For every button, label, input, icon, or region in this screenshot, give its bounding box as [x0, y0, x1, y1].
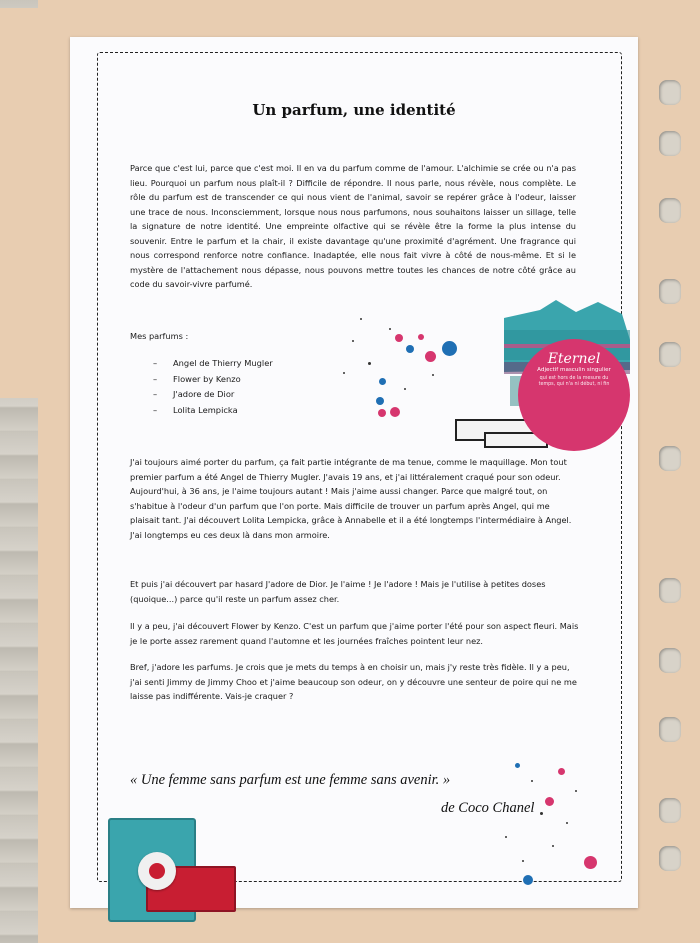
- enamel-dot: [425, 351, 436, 362]
- enamel-dot: [390, 407, 400, 417]
- perfume-name: Angel de Thierry Mugler: [173, 358, 273, 368]
- binder-hole: [659, 131, 681, 156]
- ink-splatter: [368, 362, 371, 365]
- list-item: [153, 403, 273, 419]
- binder-hole: [659, 798, 681, 823]
- list-dash: –: [153, 373, 158, 384]
- enamel-dot: [406, 345, 414, 353]
- ink-splatter: [575, 790, 577, 792]
- perfumes-label: Mes parfums :: [130, 331, 189, 341]
- ink-splatter: [531, 780, 533, 782]
- enamel-dot: [376, 397, 384, 405]
- binder-hole: [659, 198, 681, 223]
- enamel-dot: [442, 341, 457, 356]
- paragraph-first-perfume: J'ai toujours aimé porter du parfum, ça fait partie intégrante de ma tenue, comme le maquillage. Mon tout premier parfum a été Angel de Thierry Mugler. J'avais 19 ans, et j'ai littéralement craqué pour son odeur. Aujourd'hui, à 36 ans, je l'aime toujours autant ! Mais j'aime aussi changer. Parce que malgré tout, on s'habitue à l'odeur d'un parfum que l'on porte. Mais difficile de trouver un parfum après Angel, qui me plaisait tant. J'ai découvert Lolita Lempicka, grâce à Annabelle et il a été longtemps l'intermédiaire à Angel. J'ai longtemps eu ces deux là dans mon armoire.: [130, 457, 572, 540]
- list-item: [153, 372, 273, 388]
- enamel-dot: [418, 334, 424, 340]
- ink-splatter: [352, 340, 354, 342]
- list-item: [153, 387, 273, 403]
- ink-splatter: [343, 372, 345, 374]
- binder-hole: [659, 717, 681, 742]
- list-item: [153, 356, 273, 372]
- paragraph-flower: Il y a peu, j'ai découvert Flower by Kenzo. C'est un parfum que j'aime porter l'été pour son aspect fleuri. Mais je le porte assez rarement quand l'automne et les journées fraîches pointent leur nez.: [130, 621, 579, 646]
- enamel-dot: [523, 875, 533, 885]
- quote-author: de Coco Chanel: [441, 800, 535, 816]
- ink-splatter: [360, 318, 362, 320]
- enamel-dot: [378, 409, 386, 417]
- binder-hole: [659, 578, 681, 603]
- ink-splatter: [552, 845, 554, 847]
- enamel-dot: [584, 856, 597, 869]
- ink-splatter: [540, 812, 543, 815]
- list-dash: –: [153, 358, 158, 368]
- binder-hole: [659, 80, 681, 105]
- ink-splatter: [432, 374, 434, 376]
- enamel-dot: [545, 797, 554, 806]
- binder-hole: [659, 846, 681, 871]
- ink-splatter: [389, 328, 391, 330]
- perfume-name: Lolita Lempicka: [173, 404, 238, 415]
- chanel-quote: « Une femme sans parfum est une femme sans avenir. »: [130, 772, 451, 788]
- binder-hole: [659, 648, 681, 673]
- enamel-dot: [515, 763, 520, 768]
- intro-paragraph: Parce que c'est lui, parce que c'est moi. Il en va du parfum comme de l'amour. L'alchimie se crée ou n'a pas lieu. Pourquoi un parfum nous plaît-il ? Difficile de répondre. Il nous parle, nous révèle, nous complète. Le rôle du parfum est de transcender ce qui nous vient de l'animal, savoir se repérer grâce à l'odeur, laisser une trace de nous. Inconsciemment, lorsque nous nous parfumons, nous souhaitons laisser un sillage, telle la signature de notre identité. Une empreinte olfactive qui se révèle être la forme la plus intense du souvenir. Entre le parfum et la chair, il existe davantage qu'une proximité d'agrément. Une fragrance qui nous correspond renforce notre confiance. Inadaptée, elle nous fait vivre à côté de nous-même. Et si le mystère de l'attachement nous dépasse, nous pouvons mettre toutes les chances de notre côté grâce au code du savoir-vivre parfumé.: [130, 163, 576, 289]
- perfume-name: J'adore de Dior: [173, 389, 235, 399]
- page-title: Un parfum, une identité: [252, 101, 456, 119]
- binder-hole: [659, 279, 681, 304]
- white-ring: [138, 852, 176, 890]
- sticker-definition: Adjectif masculin singulier: [537, 367, 611, 373]
- list-dash: –: [153, 389, 158, 399]
- perfume-list: [153, 356, 273, 418]
- list-dash: –: [153, 404, 158, 415]
- binder-hole: [659, 446, 681, 471]
- sticker-word: Eternel: [547, 351, 601, 367]
- enamel-dot: [558, 768, 565, 775]
- ink-splatter: [566, 822, 568, 824]
- binder-hole: [659, 342, 681, 367]
- eternel-sticker: [518, 339, 630, 451]
- paragraph-jadore: Et puis j'ai découvert par hasard J'adore de Dior. Je l'aime ! Je l'adore ! Mais je l'utilise à petites doses (quoique...) parce qu'il reste un parfum assez cher.: [130, 579, 546, 604]
- ink-splatter: [404, 388, 406, 390]
- ink-splatter: [505, 836, 507, 838]
- sticker-subtext: qui est hors de la mesure du temps, qui n'a ni début, ni fin: [538, 376, 610, 388]
- enamel-dot: [395, 334, 403, 342]
- enamel-dot: [379, 378, 386, 385]
- paragraph-conclusion: Bref, j'adore les parfums. Je crois que je mets du temps à en choisir un, mais j'y reste très fidèle. Il y a peu, j'ai senti Jimmy de Jimmy Choo et j'aime beaucoup son odeur, on y découvre une senteur de poire qui ne me laisse pas indifférente. Vais-je craquer ?: [130, 662, 577, 701]
- ink-splatter: [522, 860, 524, 862]
- perfume-name: Flower by Kenzo: [173, 373, 241, 384]
